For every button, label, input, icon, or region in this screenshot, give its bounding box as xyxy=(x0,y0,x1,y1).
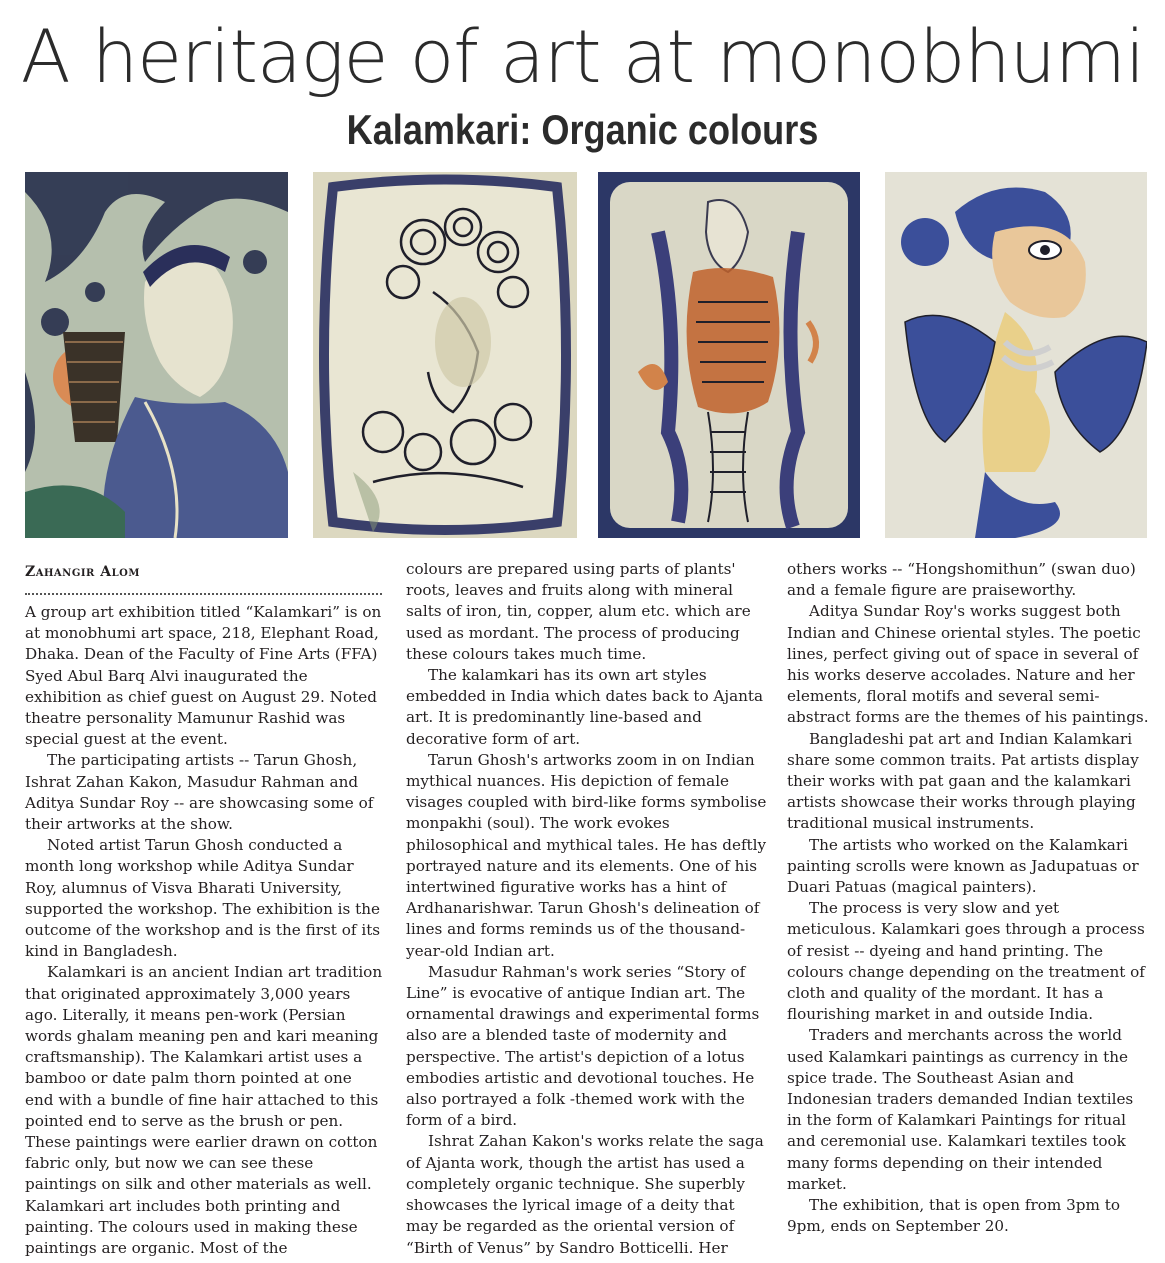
article-column-3 xyxy=(787,559,1149,1238)
paragraph: Masudur Rahman's work series “Story of Line” is evocative of antique Indian art. The ornamental drawings and experimental forms also are a blended taste of modernity and perspective. The artist's depiction of a lotus embodies artistic and devotional touches. He also portrayed a folk -themed work with the form of a bird. xyxy=(406,962,760,1130)
paragraph: The exhibition, that is open from 3pm to 9pm, ends on September 20. xyxy=(787,1196,1120,1236)
subheadline: Kalamkari: Organic colours xyxy=(346,106,819,153)
painting-3-image xyxy=(598,172,860,538)
painting-2-image xyxy=(313,172,577,538)
headline: A heritage of art at monobhumi xyxy=(20,15,1145,100)
paragraph: Ishrat Zahan Kakon's works relate the saga of Ajanta work, though the artist has used a completely organic technique. She superbly showcases the lyrical image of a deity that may be regarded as the oriental version of “Birth of Venus” by Sandro Botticelli. Her xyxy=(406,1132,764,1257)
paragraph: Tarun Ghosh's artworks zoom in on Indian mythical nuances. His depiction of female visages coupled with bird-like forms symbolise monpakhi (soul). The work evokes philosophical and mythical tales. He has deftly portrayed nature and its elements. One of his intertwined figurative works has a hint of Ardhanarishwar. Tarun Ghosh's delineation of lines and forms reminds us of the thousand- year-old Indian art. xyxy=(406,750,767,960)
painting-4-image xyxy=(885,172,1147,538)
paragraph: Bangladeshi pat art and Indian Kalamkari share some common traits. Pat artists display their works with pat gaan and the kalamkari artists showcase their works through playing traditional musical instruments. xyxy=(787,729,1139,833)
article-column-1 xyxy=(25,559,385,1259)
paragraph: colours are prepared using parts of plants' roots, leaves and fruits along with mineral salts of iron, tin, copper, alum etc. which are used as mordant. The process of producing these colours takes much time. xyxy=(406,560,751,663)
byline: Zahangir Alom xyxy=(25,564,140,580)
paragraph: others works -- “Hongshomithun” (swan duo) and a female figure are praiseworthy. xyxy=(787,560,1136,600)
paragraph: Noted artist Tarun Ghosh conducted a month long workshop while Aditya Sundar Roy, alumnus of Visva Bharati University, supported the workshop. The exhibition is the outcome of the workshop and is the first of its kind in Bangladesh. xyxy=(25,836,381,961)
paragraph: The kalamkari has its own art styles embedded in India which dates back to Ajanta art. It is predominantly line-based and decorative form of art. xyxy=(406,666,764,748)
painting-1-image xyxy=(25,172,288,538)
paragraph: Aditya Sundar Roy's works suggest both Indian and Chinese oriental styles. The poetic lines, perfect giving out of space in several of his works deserve accolades. Nature and her elements, floral motifs and several semi-abstract forms are the themes of his paintings. xyxy=(787,602,1149,727)
paragraph: Traders and merchants across the world used Kalamkari paintings as currency in the spice trade. The Southeast Asian and Indonesian traders demanded Indian textiles in the form of Kalamkari Paintings for ritual and ceremonial use. Kalamkari textiles took many forms depending on their intended market. xyxy=(787,1026,1134,1193)
article-column-2 xyxy=(406,559,768,1259)
paragraph: The process is very slow and yet meticulous. Kalamkari goes through a process of resist -- dyeing and hand printing. The colours change depending on the treatment of cloth and quality of the mordant. It has a flourishing market in and outside India. xyxy=(787,899,1145,1024)
paragraph: A group art exhibition titled “Kalamkari” is on at monobhumi art space, 218, Elephant Road, Dhaka. Dean of the Faculty of Fine Arts (FFA) Syed Abul Barq Alvi inaugurated the exhibition as chief guest on August 29. Noted theatre personality Mamunur Rashid was special guest at the event. xyxy=(25,603,382,749)
paragraph: The participating artists -- Tarun Ghosh, Ishrat Zahan Kakon, Masudur Rahman and Aditya Sundar Roy -- are showcasing some of their artworks at the show. xyxy=(25,751,374,834)
paragraph: The artists who worked on the Kalamkari painting scrolls were known as Jadupatuas or Duari Patuas (magical painters). xyxy=(787,835,1139,897)
paragraph: Kalamkari is an ancient Indian art tradition that originated approximately 3,000 years ago. Literally, it means pen-work (Persian words ghalam meaning pen and kari meaning craftsmanship). The Kalamkari artist uses a bamboo or date palm thorn pointed at one end with a bundle of fine hair attached to this pointed end to serve as the brush or pen. These paintings were earlier drawn on cotton fabric only, but now we can see these paintings on silk and other materials as well. Kalamkari art includes both printing and painting. The colours used in making these paintings are organic. Most of the xyxy=(25,963,383,1258)
byline-divider xyxy=(25,587,382,595)
